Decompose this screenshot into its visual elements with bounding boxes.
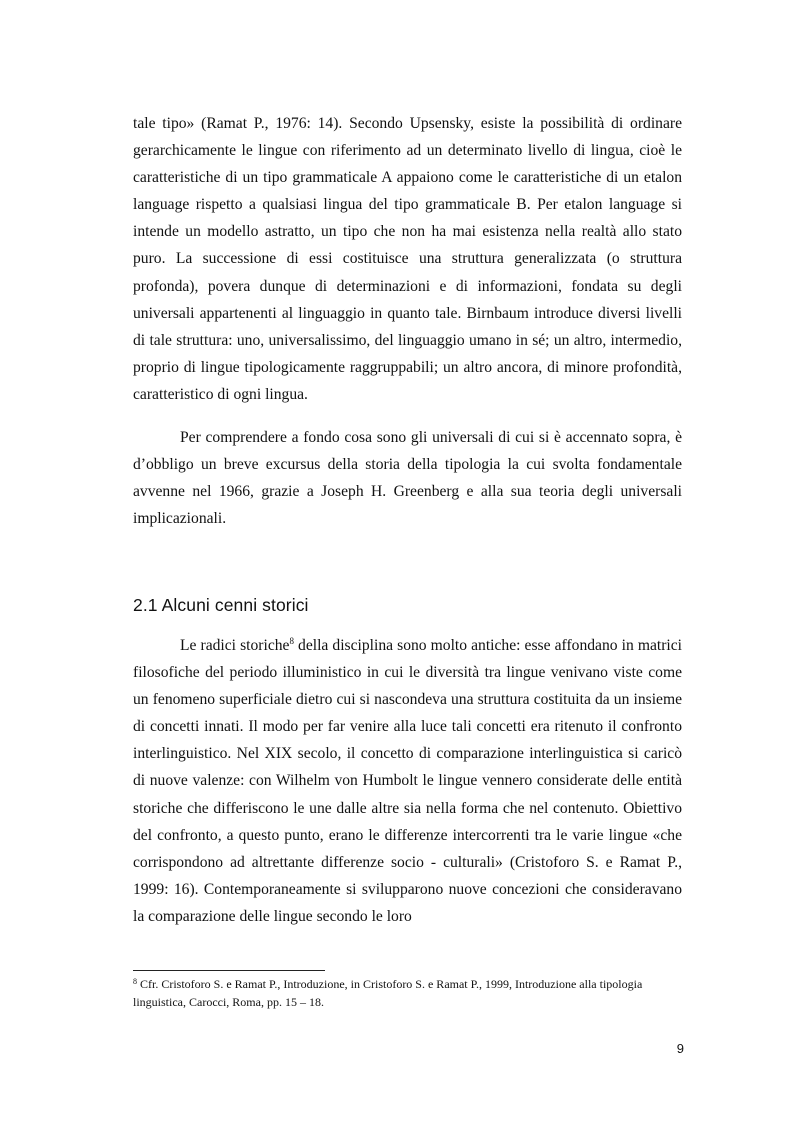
footnote-text: Cfr. Cristoforo S. e Ramat P., Introduzione, in Cristoforo S. e Ramat P., 1999, Introduzione alla tipologia linguistica, Carocci, Roma, pp. 15 – 18. (133, 977, 643, 1009)
footnote-8 (133, 975, 682, 1011)
page-number: 9 (676, 1041, 684, 1056)
body-paragraph-1: tale tipo» (Ramat P., 1976: 14). Secondo Upsensky, esiste la possibilità di ordinare gerarchicamente le lingue con riferimento ad un determinato livello di lingua, cioè le caratteristiche di un tipo grammaticale A appaiono come le caratteristiche di un etalon language rispetto a qualsiasi lingua del tipo grammaticale B. Per etalon language si intende un modello astratto, un tipo che non ha mai esistenza nella realtà allo stato puro. La successione di essi costituisce una struttura generalizzata (o struttura profonda), povera dunque di determinazioni e di informazioni, fondata su degli universali appartenenti al linguaggio in quanto tale. Birnbaum introduce diversi livelli di tale struttura: uno, universalissimo, del linguaggio umano in sé; un altro, intermedio, proprio di lingue tipologicamente raggruppabili; un altro ancora, di minore profondità, caratteristico di ogni lingua. (133, 115, 682, 403)
paragraph-3-lead-text: Le radici storiche (180, 637, 290, 654)
footnote-mark: 8 (133, 977, 137, 986)
footnote-reference-8: 8 (289, 636, 294, 646)
footnote-separator (133, 970, 325, 971)
section-heading: 2.1 Alcuni cenni storici (133, 595, 309, 615)
body-paragraph-2: Per comprendere a fondo cosa sono gli universali di cui si è accennato sopra, è d’obbligo un breve excursus della storia della tipologia la cui svolta fondamentale avvenne nel 1966, grazie a Joseph H. Greenberg e alla sua teoria degli universali implicazionali. (133, 429, 682, 528)
paragraph-3-main-text: della disciplina sono molto antiche: esse affondano in matrici filosofiche del periodo illuministico in cui le diversità tra lingue venivano viste come un fenomeno superficiale dietro cui si nascondeva una struttura costituita da un insieme di concetti innati. Il modo per far venire alla luce tali concetti era ritenuto il confronto interlinguistico. Nel XIX secolo, il concetto di comparazione interlinguistica si caricò di nuove valenze: con Wilhelm von Humbolt le lingue vennero considerate delle entità storiche che differiscono le une dalle altre sia nella forma che nel contenuto. Obiettivo del confronto, a questo punto, erano le differenze intercorrenti tra le varie lingue «che corrispondono ad altrettante differenze socio - culturali» (Cristoforo S. e Ramat P., 1999: 16). Contemporaneamente si svilupparono nuove concezioni che consideravano la comparazione delle lingue secondo le loro (133, 637, 682, 925)
body-paragraph-3 (133, 632, 682, 930)
